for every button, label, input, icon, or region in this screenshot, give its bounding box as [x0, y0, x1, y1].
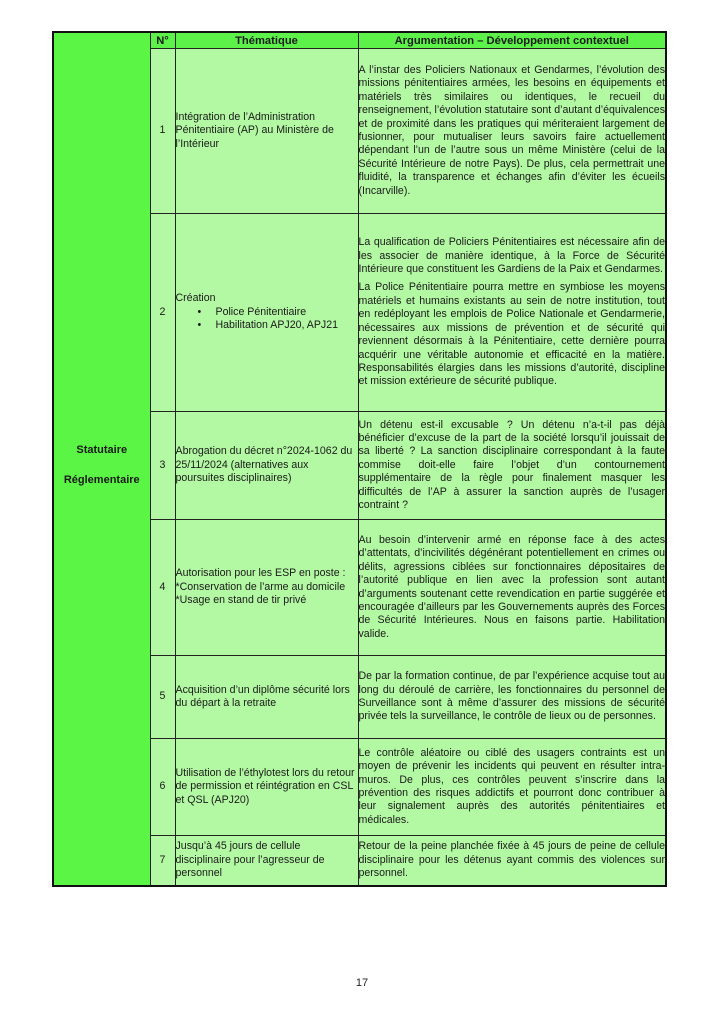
row-theme: Intégration de l’Administration Pénitentiaire (AP) au Ministère de l’Intérieur	[175, 49, 358, 214]
argument-paragraph: Le contrôle aléatoire ou ciblé des usagers contraints est un moyen de prévenir les incidents qui peuvent en résulter intra-muros. De plus, ces contrôles peuvent s’inscrire dans la prévention des risques addictifs et pourront donc contribuer à leur signalement auprès des autorités pénitentiaires et médicales.	[358, 746, 665, 826]
header-theme: Thématique	[175, 32, 358, 49]
row-number: 6	[150, 739, 175, 836]
theme-bullet: • Habilitation APJ20, APJ21	[198, 319, 358, 332]
category-cell	[53, 32, 150, 886]
theme-bullet-list	[176, 306, 358, 333]
row-number: 1	[150, 49, 175, 214]
row-theme: Jusqu’à 45 jours de cellule disciplinaire pour l’agresseur de personnel	[175, 836, 358, 886]
row-number: 2	[150, 214, 175, 412]
row-argument	[358, 836, 666, 886]
row-number: 7	[150, 836, 175, 886]
row-theme: Acquisition d’un diplôme sécurité lors du départ à la retraite	[175, 656, 358, 739]
theme-line: Autorisation pour les ESP en poste :	[175, 567, 346, 580]
theme-bullet: • Police Pénitentiaire	[198, 306, 358, 319]
row-theme	[175, 520, 358, 656]
theme-title: Création	[175, 292, 216, 305]
argument-paragraph: De par la formation continue, de par l’expérience acquise tout au long du déroulé de carrière, les fonctionnaires du personnel de Surveillance sont à même d’assurer des missions de sécurité privée tels la surveillance, le contrôle de lieux ou de personnes.	[358, 670, 665, 723]
row-number: 4	[150, 520, 175, 656]
statutory-demands-table	[52, 31, 667, 887]
header-number: N°	[150, 32, 175, 49]
category-label-reglementaire: Réglementaire	[63, 473, 140, 486]
theme-line: *Conservation de l’arme au domicile	[175, 580, 346, 593]
argument-paragraph: A l’instar des Policiers Nationaux et Gendarmes, l’évolution des missions pénitentiaires armées, les besoins en équipements et matériels très similaires ou identiques, le recueil du renseignement, l’évolution statutaire sont d’autant d’équivalences et de proximité dans les pratiques qui mériteraient largement de fusionner, pour mutualiser leurs savoirs faire actuellement dépendant l’un de l’autre sous un même Ministère (celui de la Sécurité Intérieure de notre Pays). De plus, cela permettrait une fluidité, la transparence et échanges afin d’éviter les écueils (Incarville).	[358, 63, 665, 197]
category-label-statutaire: Statutaire	[76, 443, 128, 456]
row-argument	[358, 739, 666, 836]
argument-paragraph: La qualification de Policiers Pénitentiaires est nécessaire afin de les associer de manière identique, à la Force de Sécurité Intérieure que constituent les Gardiens de la Paix et Gendarmes.	[358, 236, 665, 276]
row-theme: Utilisation de l’éthylotest lors du retour de permission et réintégration en CSL et QSL (APJ20)	[175, 739, 358, 836]
argument-paragraph: Retour de la peine planchée fixée à 45 jours de peine de cellule disciplinaire pour les détenus ayant commis des violences sur personnel.	[358, 840, 665, 879]
argument-paragraph: Au besoin d’intervenir armé en réponse face à des actes d’attentats, d’incivilités dégénérant potentiellement en crimes ou délits, agressions ciblées sur fonctionnaires dépositaires de l’autorité publique en lien avec la profession sont autant d’arguments soutenant cette revendication en partie suggérée et encouragée d’ailleurs par les Gouvernements auprès des Forces de Sécurité Intérieures. Nous en faisons partie. Habilitation valide.	[358, 533, 665, 640]
row-argument	[358, 520, 666, 656]
theme-line: *Usage en stand de tir privé	[175, 594, 307, 607]
argument-paragraph: Un détenu est-il excusable ? Un détenu n’a-t-il pas déjà bénéficier d’excuse de la part de la société lorsqu’il jouissait de sa liberté ? La sanction disciplinaire correspondant à la faute commise doit-elle faire l’objet d’un contournement supplémentaire de la règle pour finalement masquer les difficultés de l’AP à assurer la sanction auprès de l’usager contraint ?	[358, 418, 665, 512]
row-theme	[175, 214, 358, 412]
row-number: 3	[150, 412, 175, 520]
row-argument	[358, 412, 666, 520]
header-argument: Argumentation – Développement contextuel	[358, 32, 666, 49]
row-number: 5	[150, 656, 175, 739]
row-theme: Abrogation du décret n°2024-1062 du 25/11/2024 (alternatives aux poursuites disciplinaires)	[175, 412, 358, 520]
argument-paragraph: La Police Pénitentiaire pourra mettre en symbiose les moyens matériels et humains existants au sein de notre institution, tout en redéployant les emplois de Police Nationale et Gendarmerie, nécessaires aux missions de prévention et de sécurité qui reviennent désormais à la Pénitentiaire, cette dernière pourra acquérir une véritable autonomie et efficacité en la matière. Responsabilités élargies dans les missions d’autorité, discipline et mission extérieure de sécurité publique.	[358, 281, 665, 388]
table-header-row	[53, 32, 666, 49]
row-argument	[358, 49, 666, 214]
row-argument	[358, 656, 666, 739]
row-argument	[358, 214, 666, 412]
page-number: 17	[355, 977, 369, 989]
